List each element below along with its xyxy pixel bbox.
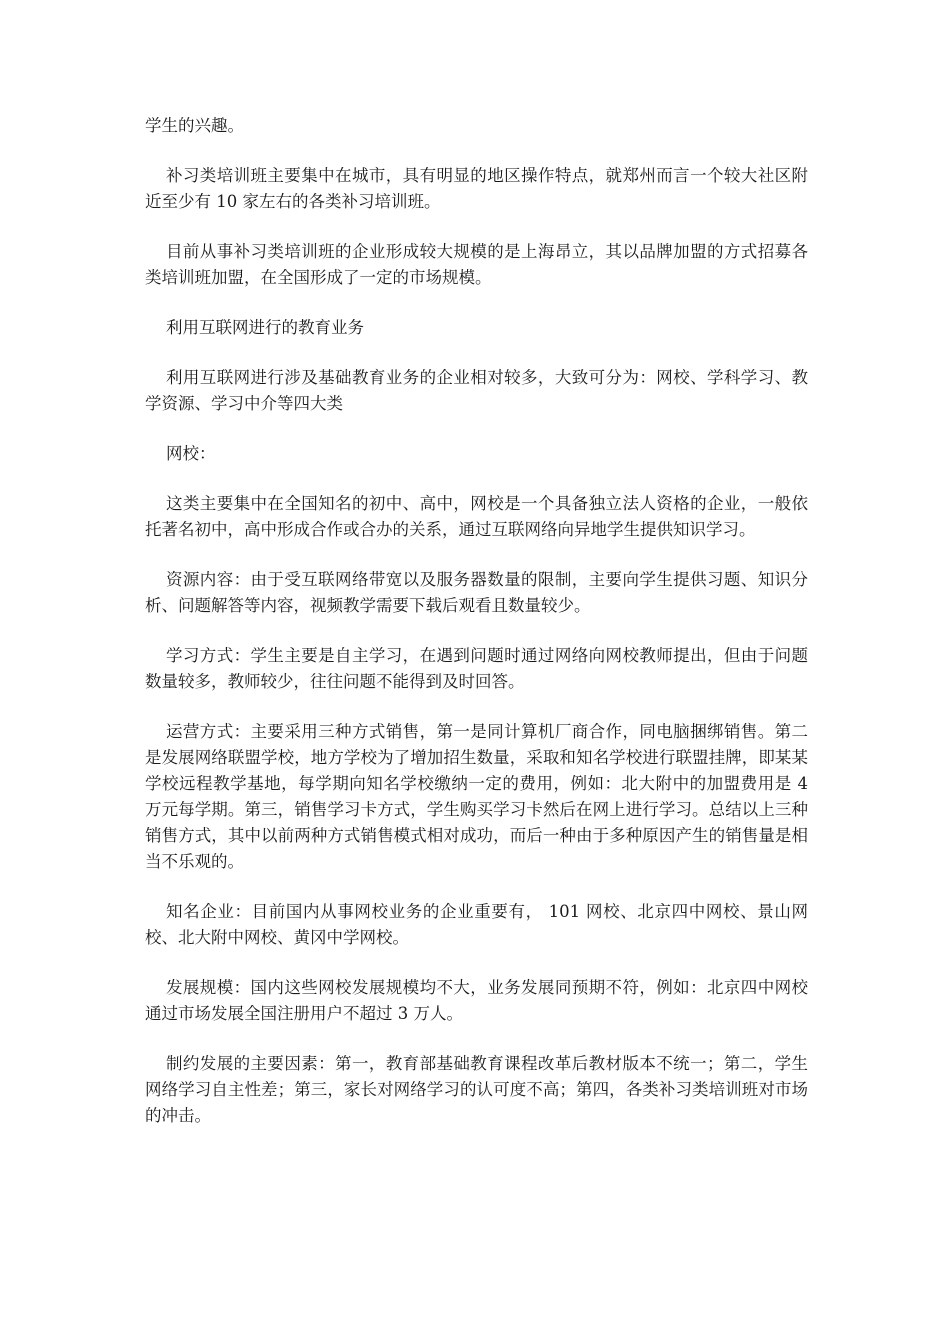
paragraph: 发展规模：国内这些网校发展规模均不大，业务发展同预期不符，例如：北京四中网校通过市场发展全国注册用户不超过 3 万人。 xyxy=(145,978,808,1023)
paragraph: 这类主要集中在全国知名的初中、高中，网校是一个具备独立法人资格的企业，一般依托著名初中，高中形成合作或合办的关系，通过互联网络向异地学生提供知识学习。 xyxy=(145,494,808,539)
paragraph: 知名企业：目前国内从事网校业务的企业重要有， 101 网校、北京四中网校、景山网校、北大附中网校、黄冈中学网校。 xyxy=(145,902,808,947)
paragraph: 资源内容：由于受互联网络带宽以及服务器数量的限制，主要向学生提供习题、知识分析、问题解答等内容，视频教学需要下载后观看且数量较少。 xyxy=(145,570,808,615)
paragraph: 目前从事补习类培训班的企业形成较大规模的是上海昂立，其以品牌加盟的方式招募各类培训班加盟，在全国形成了一定的市场规模。 xyxy=(145,242,808,287)
paragraph: 制约发展的主要因素：第一，教育部基础教育课程改革后教材版本不统一；第二，学生网络学习自主性差；第三，家长对网络学习的认可度不高；第四，各类补习类培训班对市场的冲击。 xyxy=(145,1054,808,1125)
paragraph: 学生的兴趣。 xyxy=(145,116,244,135)
section-heading: 利用互联网进行的教育业务 xyxy=(165,318,364,337)
paragraph: 运营方式：主要采用三种方式销售，第一是同计算机厂商合作，同电脑捆绑销售。第二是发展网络联盟学校，地方学校为了增加招生数量，采取和知名学校进行联盟挂牌，即某某学校远程教学基地，每学期向知名学校缴纳一定的费用，例如：北大附中的加盟费用是 4 万元每学期。第三，销售学习卡方式，学生购买学习卡然后在网上进行学习。总结以上三种销售方式，其中以前两种方式销售模式相对成功，而后一种由于多种原因产生的销售量是相当不乐观的。 xyxy=(145,722,808,871)
paragraph: 学习方式：学生主要是自主学习，在遇到问题时通过网络向网校教师提出，但由于问题数量较多，教师较少，往往问题不能得到及时回答。 xyxy=(145,646,808,691)
subsection-heading: 网校： xyxy=(165,444,216,463)
document-page xyxy=(145,113,808,1153)
paragraph: 补习类培训班主要集中在城市，具有明显的地区操作特点，就郑州而言一个较大社区附近至少有 10 家左右的各类补习培训班。 xyxy=(145,166,808,211)
paragraph: 利用互联网进行涉及基础教育业务的企业相对较多，大致可分为：网校、学科学习、教学资源、学习中介等四大类 xyxy=(145,368,808,413)
